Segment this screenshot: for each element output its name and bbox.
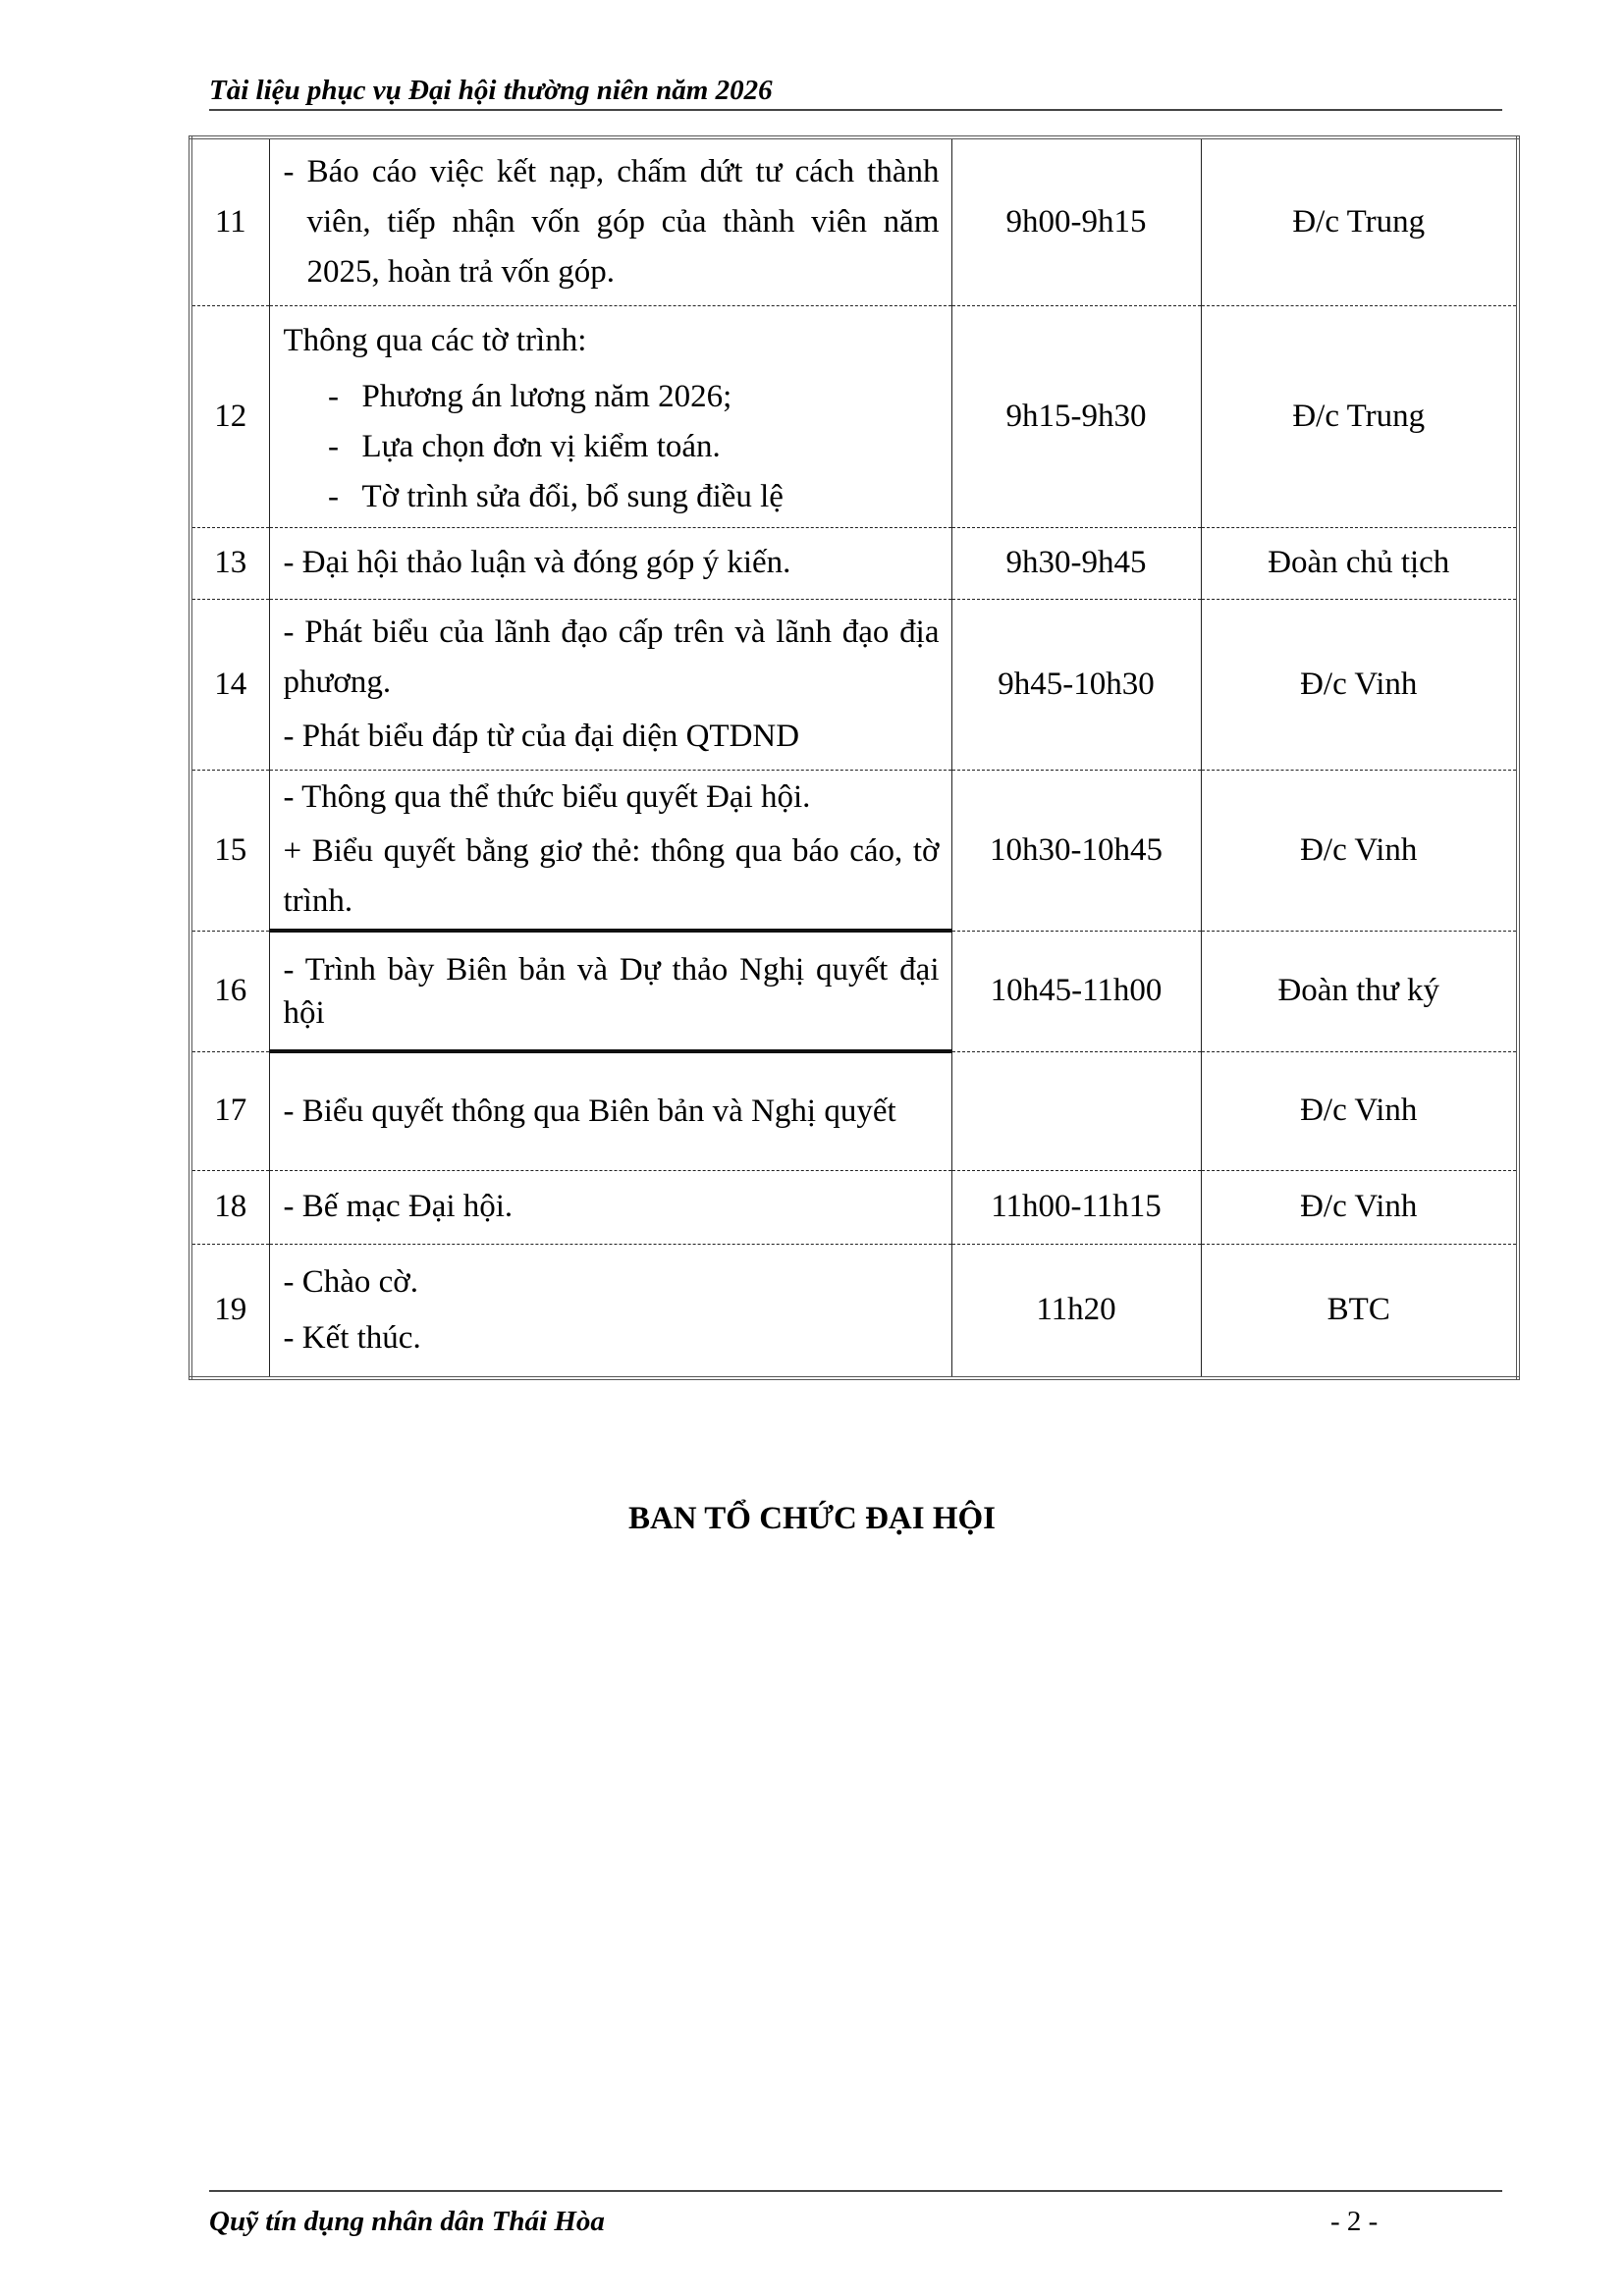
table-row bbox=[190, 599, 1518, 770]
row-content bbox=[269, 305, 951, 527]
row-content bbox=[269, 599, 951, 770]
row-time: 11h20 bbox=[951, 1244, 1201, 1378]
row-content bbox=[269, 1244, 951, 1378]
page-number: - 2 - bbox=[1330, 2206, 1379, 2237]
table-row bbox=[190, 305, 1518, 527]
content-line: - Kết thúc. bbox=[283, 1319, 421, 1356]
footer-rule bbox=[209, 2190, 1502, 2192]
row-content bbox=[269, 137, 951, 305]
content-line: - Phát biểu đáp từ của đại diện QTDND bbox=[283, 718, 800, 754]
bullet-marker: - bbox=[328, 478, 339, 514]
table-row bbox=[190, 137, 1518, 305]
list-item-text: Lựa chọn đơn vị kiểm toán. bbox=[361, 428, 721, 464]
table-row bbox=[190, 770, 1518, 931]
content-line: - Chào cờ. bbox=[283, 1263, 418, 1300]
row-content bbox=[269, 1051, 951, 1170]
row-number: 17 bbox=[190, 1051, 269, 1170]
table-row bbox=[190, 1170, 1518, 1244]
row-number: 15 bbox=[190, 770, 269, 931]
row-time: 11h00-11h15 bbox=[951, 1170, 1201, 1244]
row-person: Đ/c Vinh bbox=[1201, 599, 1518, 770]
row-content bbox=[269, 931, 951, 1051]
row-content bbox=[269, 527, 951, 599]
bullet-list bbox=[284, 372, 940, 522]
header-rule bbox=[209, 109, 1502, 111]
row-person: Đ/c Vinh bbox=[1201, 770, 1518, 931]
content-line: + Biểu quyết bằng giơ thẻ: thông qua báo cáo, tờ trình. bbox=[283, 832, 940, 919]
content-line: - Đại hội thảo luận và đóng góp ý kiến. bbox=[283, 545, 791, 580]
table-row bbox=[190, 1244, 1518, 1378]
row-person: Đoàn chủ tịch bbox=[1201, 527, 1518, 599]
row-person: Đ/c Vinh bbox=[1201, 1170, 1518, 1244]
list-item-text: Tờ trình sửa đổi, bổ sung điều lệ bbox=[361, 478, 784, 514]
running-header-title: Tài liệu phục vụ Đại hội thường niên năm 2026 bbox=[209, 75, 773, 106]
content-line: - Bế mạc Đại hội. bbox=[283, 1189, 514, 1224]
row-time: 9h30-9h45 bbox=[951, 527, 1201, 599]
bullet-marker: - bbox=[328, 378, 339, 414]
row-time: 9h45-10h30 bbox=[951, 599, 1201, 770]
row-person: BTC bbox=[1201, 1244, 1518, 1378]
table-row bbox=[190, 931, 1518, 1051]
row-time: 9h00-9h15 bbox=[951, 137, 1201, 305]
bullet-marker: - bbox=[328, 428, 339, 464]
content-line: - Báo cáo việc kết nạp, chấm dứt tư cách thành viên, tiếp nhận vốn góp của thành viên năm 2025, hoàn trả vốn góp. bbox=[283, 153, 940, 290]
table-row bbox=[190, 1051, 1518, 1170]
footer-organization: Quỹ tín dụng nhân dân Thái Hòa bbox=[209, 2206, 605, 2237]
content-line: - Biểu quyết thông qua Biên bản và Nghị quyết bbox=[283, 1094, 896, 1130]
list-item bbox=[284, 472, 940, 522]
row-number: 11 bbox=[190, 137, 269, 305]
row-number: 19 bbox=[190, 1244, 269, 1378]
row-content bbox=[269, 770, 951, 931]
agenda-table bbox=[189, 135, 1520, 1380]
row-time: 10h30-10h45 bbox=[951, 770, 1201, 931]
content-intro: Thông qua các tờ trình: bbox=[283, 322, 587, 358]
row-content bbox=[269, 1170, 951, 1244]
list-item bbox=[284, 422, 940, 472]
row-person: Đ/c Vinh bbox=[1201, 1051, 1518, 1170]
row-time: 10h45-11h00 bbox=[951, 931, 1201, 1051]
row-person: Đ/c Trung bbox=[1201, 137, 1518, 305]
row-number: 12 bbox=[190, 305, 269, 527]
row-number: 14 bbox=[190, 599, 269, 770]
table-row bbox=[190, 527, 1518, 599]
content-line: - Thông qua thể thức biểu quyết Đại hội. bbox=[283, 778, 811, 815]
row-number: 13 bbox=[190, 527, 269, 599]
row-time: 9h15-9h30 bbox=[951, 305, 1201, 527]
content-line: - Trình bày Biên bản và Dự thảo Nghị quyết đại hội bbox=[283, 951, 940, 1031]
list-item bbox=[284, 372, 940, 422]
row-number: 16 bbox=[190, 931, 269, 1051]
list-item-text: Phương án lương năm 2026; bbox=[361, 378, 732, 414]
closing-title: BAN TỔ CHỨC ĐẠI HỘI bbox=[627, 1501, 997, 1536]
row-time bbox=[951, 1051, 1201, 1170]
row-person: Đoàn thư ký bbox=[1201, 931, 1518, 1051]
content-line: - Phát biểu của lãnh đạo cấp trên và lãnh đạo địa phương. bbox=[283, 614, 940, 700]
row-number: 18 bbox=[190, 1170, 269, 1244]
row-person: Đ/c Trung bbox=[1201, 305, 1518, 527]
